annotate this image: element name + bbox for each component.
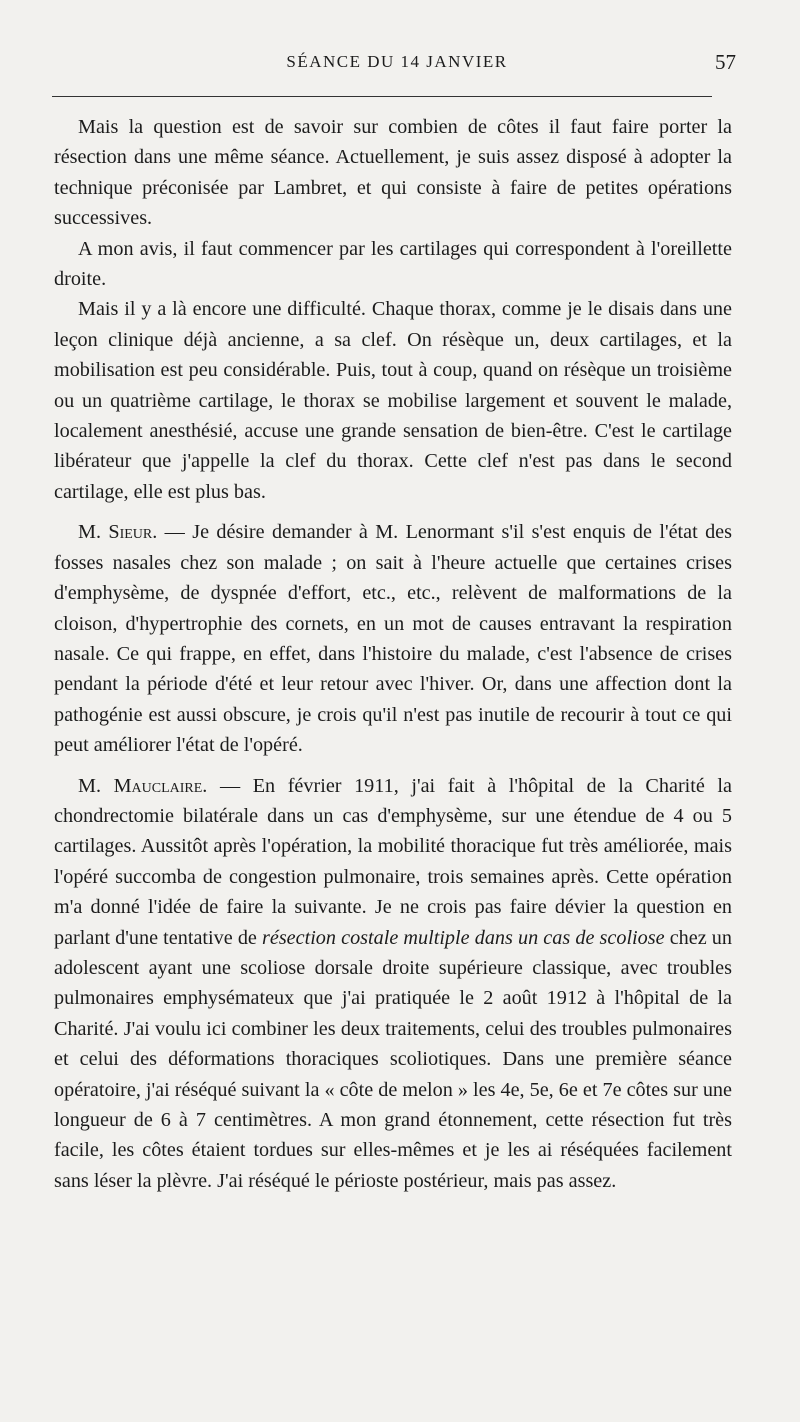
speaker-name: M. Mauclaire. <box>78 774 208 797</box>
speaker-name: M. Sieur. <box>78 521 158 544</box>
page-header <box>52 52 742 82</box>
body-text <box>54 112 732 1196</box>
running-title: SÉANCE DU 14 JANVIER <box>286 52 508 71</box>
paragraph-resection-count: Mais la question est de savoir sur combien de côtes il faut faire porter la résection dans une même séance. Actuellement, je suis assez disposé à adopter la technique préconisée par Lambret, et qui consiste à faire de petites opérations successives. <box>54 116 732 230</box>
speech-text: — Je désire demander à M. Lenormant s'il s'est enquis de l'état des fosses nasales chez son malade ; on sait à l'heure actuelle que certaines crises d'emphysème, de dyspnée d'effort, etc., etc., relèvent de malformations de la cloison, d'hypertrophie des cornets, en un mot de causes entravant la respiration nasale. Ce qui frappe, en effet, dans l'histoire du malade, c'est l'absence de crises pendant la période d'été et leur retour avec l'hiver. Or, dans une affection dont la pathogénie est aussi obscure, je crois qu'il n'est pas inutile de recourir à tout ce qui peut améliorer l'état de l'opéré. <box>54 521 732 757</box>
page-number: 57 <box>715 50 736 74</box>
paragraph-oreillette: A mon avis, il faut commencer par les cartilages qui correspondent à l'oreillette droite. <box>54 237 732 291</box>
paragraph-mauclaire <box>54 771 732 1197</box>
paragraph-sieur <box>54 517 732 760</box>
speech-text: — En février 1911, j'ai fait à l'hôpital de la Charité la chondrectomie bilatérale dans un cas d'emphysème, sur une étendue de 4 ou 5 cartilages. Aussitôt après l'opération, la mobilité thoracique fut très améliorée, mais l'opéré succomba de congestion pulmonaire, trois semaines après. Cette opération m'a donné l'idée de faire la suivante. Je ne crois pas faire dévier la question en parlant d'une tentative de <box>54 774 732 949</box>
italic-phrase: résection costale multiple dans un cas de scoliose <box>262 926 665 949</box>
paragraph-thorax-key: Mais il y a là encore une difficulté. Chaque thorax, comme je le disais dans une leçon clinique déjà ancienne, a sa clef. On résèque un, deux cartilages, et la mobilisation est peu considérable. Puis, tout à coup, quand on résèque un troisième ou un quatrième cartilage, le thorax se mobilise largement et souvent le malade, localement anesthésié, accuse une grande sensation de bien-être. C'est le cartilage libérateur que j'appelle la clef du thorax. Cette clef n'est pas dans le second cartilage, elle est plus bas. <box>54 298 732 503</box>
header-rule <box>52 96 712 97</box>
speech-text-continued: chez un adolescent ayant une scoliose dorsale droite supérieure classique, avec troubles pulmonaires emphysémateux que j'ai pratiquée le 2 août 1912 à l'hôpital de la Charité. J'ai voulu ici combiner les deux traitements, celui des troubles pulmonaires et celui des déformations thoraciques scoliotiques. Dans une première séance opératoire, j'ai réséqué suivant la « côte de melon » les 4e, 5e, 6e et 7e côtes sur une longueur de 6 à 7 centimètres. A mon grand étonnement, cette résection fut très facile, les côtes étaient tordues sur elles-mêmes et je les ai réséquées facilement sans léser la plèvre. J'ai réséqué le périoste postérieur, mais pas assez. <box>54 926 732 1192</box>
